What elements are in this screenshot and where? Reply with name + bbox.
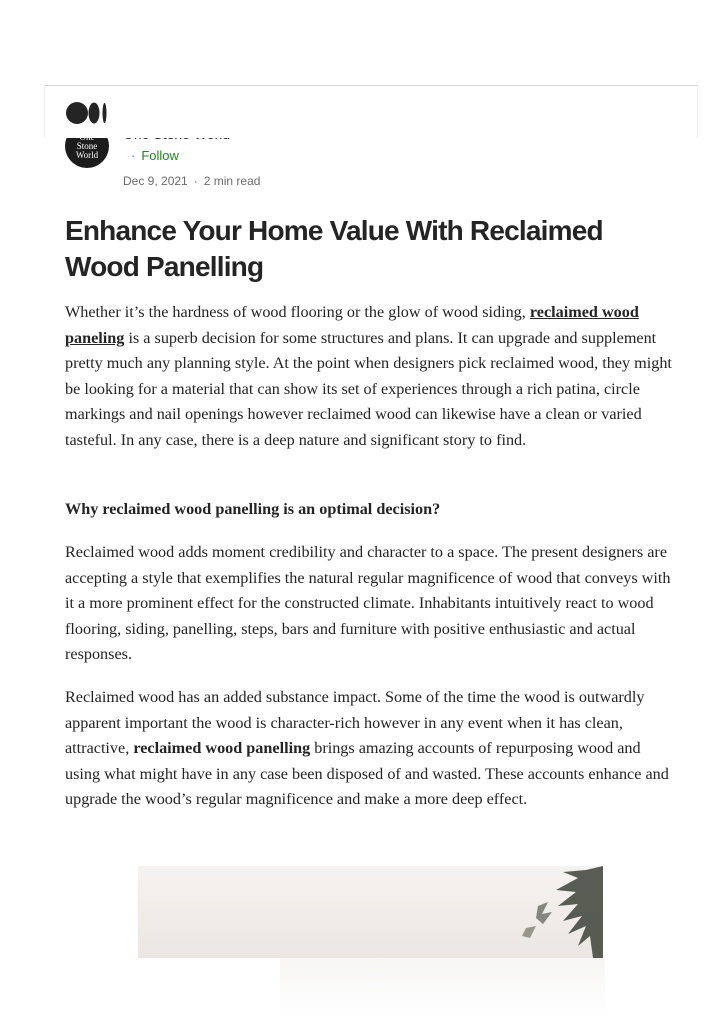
- paragraph-text: Reclaimed wood has an added substance impact. Some of the time the wood is outwardly apparent important the wood is character-rich however in any event when it has clean, attractive,: [65, 688, 645, 757]
- separator-dot: ·: [131, 148, 136, 163]
- reclaimed-wood-paneling-link[interactable]: reclaimed wood paneling: [65, 303, 639, 347]
- read-time: 2 min read: [203, 174, 261, 188]
- tree-branch-image: [138, 866, 603, 958]
- article-paragraph: Reclaimed wood adds moment credibility and character to a space. The present designers are accepting a style that exemplifies the natural regular magnificence of wood that conveys with it a more prominent effect for the constructed climate. Inhabitants intuitively react to wood flooring, siding, panelling, steps, bars and furniture with positive enthusiastic and actual responses.: [65, 543, 671, 663]
- article-paragraph: [65, 685, 675, 813]
- medium-logo-icon[interactable]: [66, 102, 108, 124]
- paragraph-text: brings amazing accounts of repurposing wood and using what might have in any case been disposed of and wasted. These accounts enhance and upgrade the wood’s regular magnificence and make a more deep effect.: [65, 739, 669, 808]
- avatar-text-line: World: [75, 149, 99, 160]
- article-paragraph: [65, 300, 675, 453]
- article-image: [138, 866, 603, 958]
- bold-phrase: reclaimed wood panelling: [133, 739, 311, 757]
- paragraph-text: Whether it’s the hardness of wood flooring or the glow of wood siding,: [65, 303, 530, 321]
- separator-dot: ·: [193, 174, 198, 188]
- publish-date: Dec 9, 2021: [123, 174, 188, 188]
- avatar-text-line: Stone: [76, 140, 98, 151]
- follow-line: [131, 148, 179, 163]
- post-meta: [123, 174, 260, 188]
- article-title: Enhance Your Home Value With Reclaimed Wood Panelling: [65, 215, 603, 282]
- top-navigation-bar: [44, 85, 698, 138]
- image-lower-area: [280, 958, 605, 1018]
- section-heading: Why reclaimed wood panelling is an optimal decision?: [65, 500, 441, 518]
- follow-button[interactable]: Follow: [141, 148, 179, 163]
- paragraph-text: is a superb decision for some structures and plans. It can upgrade and supplement pretty much any planning style. At the point when designers pick reclaimed wood, they might be looking for a material that can show its set of experiences through a rich patina, circle markings and nail openings however reclaimed wood can likewise have a clean or varied tasteful. In any case, there is a deep nature and significant story to find.: [65, 328, 672, 449]
